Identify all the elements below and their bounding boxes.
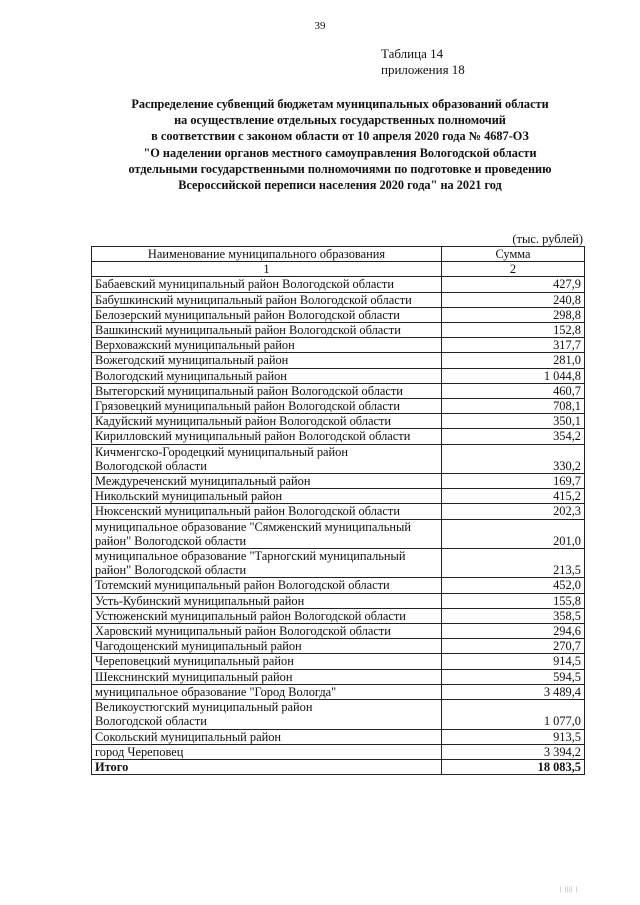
subsidy-amount: 270,7: [442, 639, 585, 654]
table-row: [92, 429, 585, 444]
table-row: [92, 684, 585, 699]
subsidy-amount: 298,8: [442, 307, 585, 322]
table-ref-line2: приложения 18: [381, 62, 465, 77]
table-row: [92, 353, 585, 368]
subsidy-amount: 213,5: [442, 549, 585, 578]
municipality-name: [92, 444, 442, 473]
table-row: [92, 444, 585, 473]
table-row: [92, 654, 585, 669]
municipality-name: [92, 353, 442, 368]
municipality-name-line: Нюксенский муниципальный район Вологодской области: [95, 504, 400, 519]
subsidy-amount: 152,8: [442, 323, 585, 338]
municipality-name-line: Грязовецкий муниципальный район Вологодской области: [95, 399, 400, 414]
municipality-name-line: Усть-Кубинский муниципальный район: [95, 593, 305, 608]
table-row: [92, 323, 585, 338]
subsidy-amount: 3 489,4: [442, 684, 585, 699]
municipality-name: [92, 624, 442, 639]
municipality-name: [92, 277, 442, 292]
municipality-name: [92, 700, 442, 729]
municipality-name-line: Великоустюгский муниципальный район: [95, 700, 313, 715]
subsidy-amount: 202,3: [442, 504, 585, 519]
table-row: [92, 700, 585, 729]
municipality-name-line: Кичменгско-Городецкий муниципальный район: [95, 444, 348, 459]
municipality-name-line: Кирилловский муниципальный район Вологодской области: [95, 429, 411, 444]
municipality-name: [92, 608, 442, 623]
table-row: [92, 292, 585, 307]
municipality-name-line: Тотемский муниципальный район Вологодской области: [95, 578, 390, 593]
subsidy-amount: 914,5: [442, 654, 585, 669]
total-amount: 18 083,5: [442, 759, 585, 774]
subsidy-amount: 155,8: [442, 593, 585, 608]
table-row: [92, 474, 585, 489]
municipality-name: [92, 307, 442, 322]
municipality-name: [92, 729, 442, 744]
municipality-name-line: Междуреченский муниципальный район: [95, 474, 311, 489]
table-row: [92, 383, 585, 398]
header-name: Наименование муниципального образования: [92, 247, 442, 262]
municipality-name-line: Череповецкий муниципальный район: [95, 654, 294, 669]
subsidy-amount: 169,7: [442, 474, 585, 489]
subsidy-amount: 330,2: [442, 444, 585, 473]
subsidy-table: [91, 246, 585, 775]
municipality-name: [92, 489, 442, 504]
municipality-name-line: Вологодской области: [95, 714, 207, 729]
table-row: [92, 549, 585, 578]
subsidy-amount: 913,5: [442, 729, 585, 744]
municipality-name: [92, 474, 442, 489]
subsidy-amount: 1 077,0: [442, 700, 585, 729]
municipality-name-line: район" Вологодской области: [95, 563, 247, 578]
table-header-row: [92, 247, 585, 262]
municipality-name: [92, 414, 442, 429]
table-row: [92, 338, 585, 353]
municipality-name-line: район" Вологодской области: [95, 533, 247, 548]
municipality-name: [92, 549, 442, 578]
table-row: [92, 489, 585, 504]
column-number-1: 1: [92, 262, 442, 277]
subsidy-amount: 317,7: [442, 338, 585, 353]
municipality-name: [92, 684, 442, 699]
municipality-name: [92, 368, 442, 383]
table-row: [92, 593, 585, 608]
municipality-name-line: муниципальное образование "Тарногский муниципальный: [95, 549, 406, 564]
table-row: [92, 578, 585, 593]
municipality-name: [92, 338, 442, 353]
municipality-name-line: город Череповец: [95, 744, 184, 759]
subsidy-amount: 281,0: [442, 353, 585, 368]
table-row: [92, 414, 585, 429]
municipality-name-line: Белозерский муниципальный район Вологодской области: [95, 307, 400, 322]
document-title: [90, 96, 590, 193]
table-row: [92, 504, 585, 519]
municipality-name: [92, 669, 442, 684]
table-row: [92, 639, 585, 654]
municipality-name: [92, 654, 442, 669]
table-ref-line1: Таблица 14: [381, 46, 444, 61]
table-row: [92, 399, 585, 414]
title-line: Распределение субвенций бюджетам муниципальных образований области: [131, 97, 549, 111]
municipality-name-line: Харовский муниципальный район Вологодской области: [95, 624, 391, 639]
municipality-name: [92, 429, 442, 444]
municipality-name-line: Чагодощенский муниципальный район: [95, 639, 302, 654]
municipality-name-line: Вашкинский муниципальный район Вологодской области: [95, 323, 401, 338]
column-number-2: 2: [442, 262, 585, 277]
table-row: [92, 624, 585, 639]
header-sum: Сумма: [442, 247, 585, 262]
units-label: (тыс. рублей): [512, 232, 583, 246]
municipality-name-line: Устюженский муниципальный район Вологодской области: [95, 608, 406, 623]
total-row: [92, 759, 585, 774]
subsidy-amount: 452,0: [442, 578, 585, 593]
municipality-name-line: Верховажский муниципальный район: [95, 338, 295, 353]
subsidy-amount: 350,1: [442, 414, 585, 429]
municipality-name: [92, 519, 442, 548]
subsidy-amount: 354,2: [442, 429, 585, 444]
municipality-name-line: Вологодской области: [95, 458, 207, 473]
column-number-row: [92, 262, 585, 277]
table-reference: [381, 46, 465, 78]
subsidy-amount: 3 394,2: [442, 744, 585, 759]
footer-stamp: | |||| |: [560, 887, 579, 893]
municipality-name: [92, 383, 442, 398]
municipality-name: [92, 578, 442, 593]
table-row: [92, 277, 585, 292]
municipality-name: [92, 639, 442, 654]
subsidy-amount: 708,1: [442, 399, 585, 414]
table-row: [92, 669, 585, 684]
table-row: [92, 729, 585, 744]
page-number: 39: [314, 20, 326, 32]
subsidy-amount: 594,5: [442, 669, 585, 684]
subsidy-amount: 358,5: [442, 608, 585, 623]
title-line: в соответствии с законом области от 10 апреля 2020 года № 4687-ОЗ: [151, 129, 529, 144]
subsidy-amount: 460,7: [442, 383, 585, 398]
table-row: [92, 744, 585, 759]
municipality-name-line: Никольский муниципальный район: [95, 489, 283, 504]
subsidy-amount: 240,8: [442, 292, 585, 307]
municipality-name: [92, 744, 442, 759]
title-line: Всероссийской переписи населения 2020 года" на 2021 год: [178, 178, 502, 193]
municipality-name: [92, 504, 442, 519]
municipality-name: [92, 323, 442, 338]
municipality-name-line: Сокольский муниципальный район: [95, 729, 282, 744]
subsidy-amount: 427,9: [442, 277, 585, 292]
municipality-name: [92, 593, 442, 608]
municipality-name-line: Кадуйский муниципальный район Вологодской области: [95, 414, 392, 429]
subsidy-amount: 201,0: [442, 519, 585, 548]
municipality-name-line: Вологодский муниципальный район: [95, 368, 287, 383]
municipality-name-line: муниципальное образование "Сямженский муниципальный: [95, 519, 411, 534]
municipality-name-line: Бабушкинский муниципальный район Вологодской области: [95, 292, 412, 307]
title-line: отдельными государственными полномочиями по подготовке и проведению: [128, 161, 552, 176]
title-line: "О наделении органов местного самоуправления Вологодской области: [143, 145, 537, 160]
table-row: [92, 368, 585, 383]
municipality-name: [92, 292, 442, 307]
subsidy-amount: 415,2: [442, 489, 585, 504]
subsidy-amount: 1 044,8: [442, 368, 585, 383]
table-row: [92, 307, 585, 322]
municipality-name-line: Вытегорский муниципальный район Вологодской области: [95, 383, 403, 398]
municipality-name-line: Шекснинский муниципальный район: [95, 669, 293, 684]
title-line: на осуществление отдельных государственных полномочий: [174, 113, 506, 128]
municipality-name-line: муниципальное образование "Город Вологда": [95, 684, 337, 699]
total-label: Итого: [92, 759, 442, 774]
municipality-name: [92, 399, 442, 414]
table-row: [92, 519, 585, 548]
municipality-name-line: Бабаевский муниципальный район Вологодской области: [95, 277, 394, 292]
subsidy-amount: 294,6: [442, 624, 585, 639]
municipality-name-line: Вожегодский муниципальный район: [95, 353, 289, 368]
table-row: [92, 608, 585, 623]
